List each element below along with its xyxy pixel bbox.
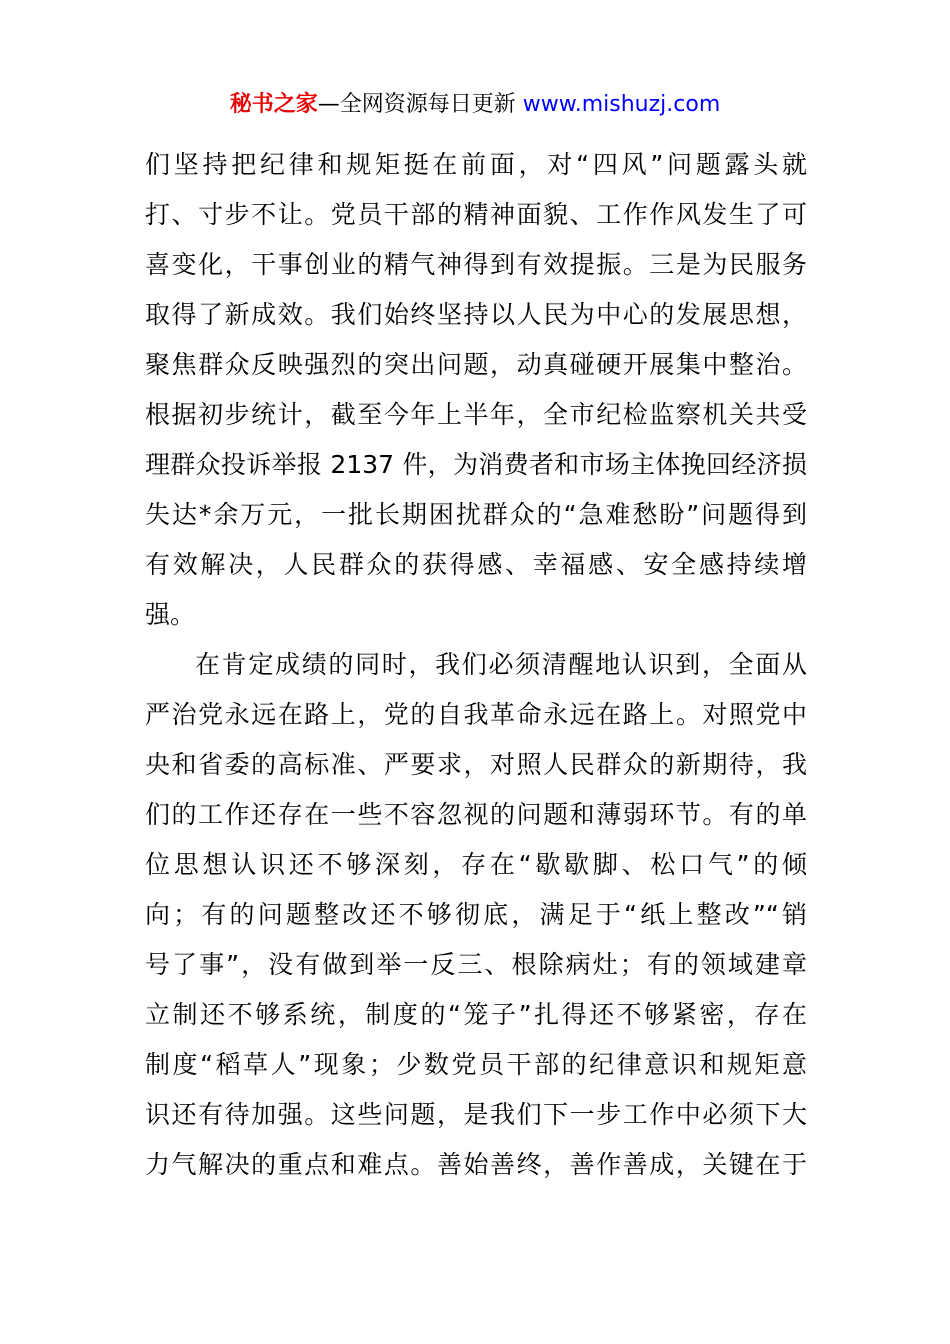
site-brand: 秘书之家 (229, 92, 318, 117)
text-line: 有效解决，人民群众的获得感、幸福感、安全感持续增 (145, 550, 807, 579)
text-line: 力气解决的重点和难点。善始善终，善作善成，关键在于 (145, 1150, 807, 1179)
text-line: 央和省委的高标准、严要求，对照人民群众的新期待，我 (145, 750, 807, 779)
text-line: 向；有的问题整改还不够彻底，满足于“纸上整改”“销 (145, 900, 807, 929)
text-line: 喜变化，干事创业的精气神得到有效提振。三是为民服务 (145, 250, 807, 279)
text-line: 们的工作还存在一些不容忽视的问题和薄弱环节。有的单 (145, 800, 807, 829)
paragraph-2 (145, 640, 807, 1190)
text-line: 聚焦群众反映强烈的突出问题，动真碰硬开展集中整治。 (145, 350, 807, 379)
text-line: 理群众投诉举报 2137 件，为消费者和市场主体挽回经济损 (145, 450, 807, 479)
text-line: 失达*余万元，一批长期困扰群众的“急难愁盼”问题得到 (145, 500, 807, 529)
site-header (0, 88, 950, 122)
text-line: 制度“稻草人”现象；少数党员干部的纪律意识和规矩意 (145, 1050, 807, 1079)
text-line: 号了事”，没有做到举一反三、根除病灶；有的领域建章 (145, 950, 807, 979)
text-line: 严治党永远在路上，党的自我革命永远在路上。对照党中 (145, 700, 807, 729)
document-body (145, 140, 807, 1190)
text-line: 立制还不够系统，制度的“笼子”扎得还不够紧密，存在 (145, 1000, 807, 1029)
text-line: 们坚持把纪律和规矩挺在前面，对“四风”问题露头就 (145, 150, 807, 179)
site-tagline: —全网资源每日更新 (317, 92, 523, 117)
text-line: 打、寸步不让。党员干部的精神面貌、工作作风发生了可 (145, 200, 807, 229)
text-line: 强。 (145, 600, 196, 629)
paragraph-1 (145, 140, 807, 640)
text-line: 在肯定成绩的同时，我们必须清醒地认识到，全面从 (195, 650, 807, 679)
text-line: 根据初步统计，截至今年上半年，全市纪检监察机关共受 (145, 400, 807, 429)
text-line: 取得了新成效。我们始终坚持以人民为中心的发展思想， (145, 300, 807, 329)
text-line: 位思想认识还不够深刻，存在“歇歇脚、松口气”的倾 (145, 850, 807, 879)
text-line: 识还有待加强。这些问题，是我们下一步工作中必须下大 (145, 1100, 807, 1129)
site-url-link[interactable]: www.mishuzj.com (522, 92, 721, 117)
